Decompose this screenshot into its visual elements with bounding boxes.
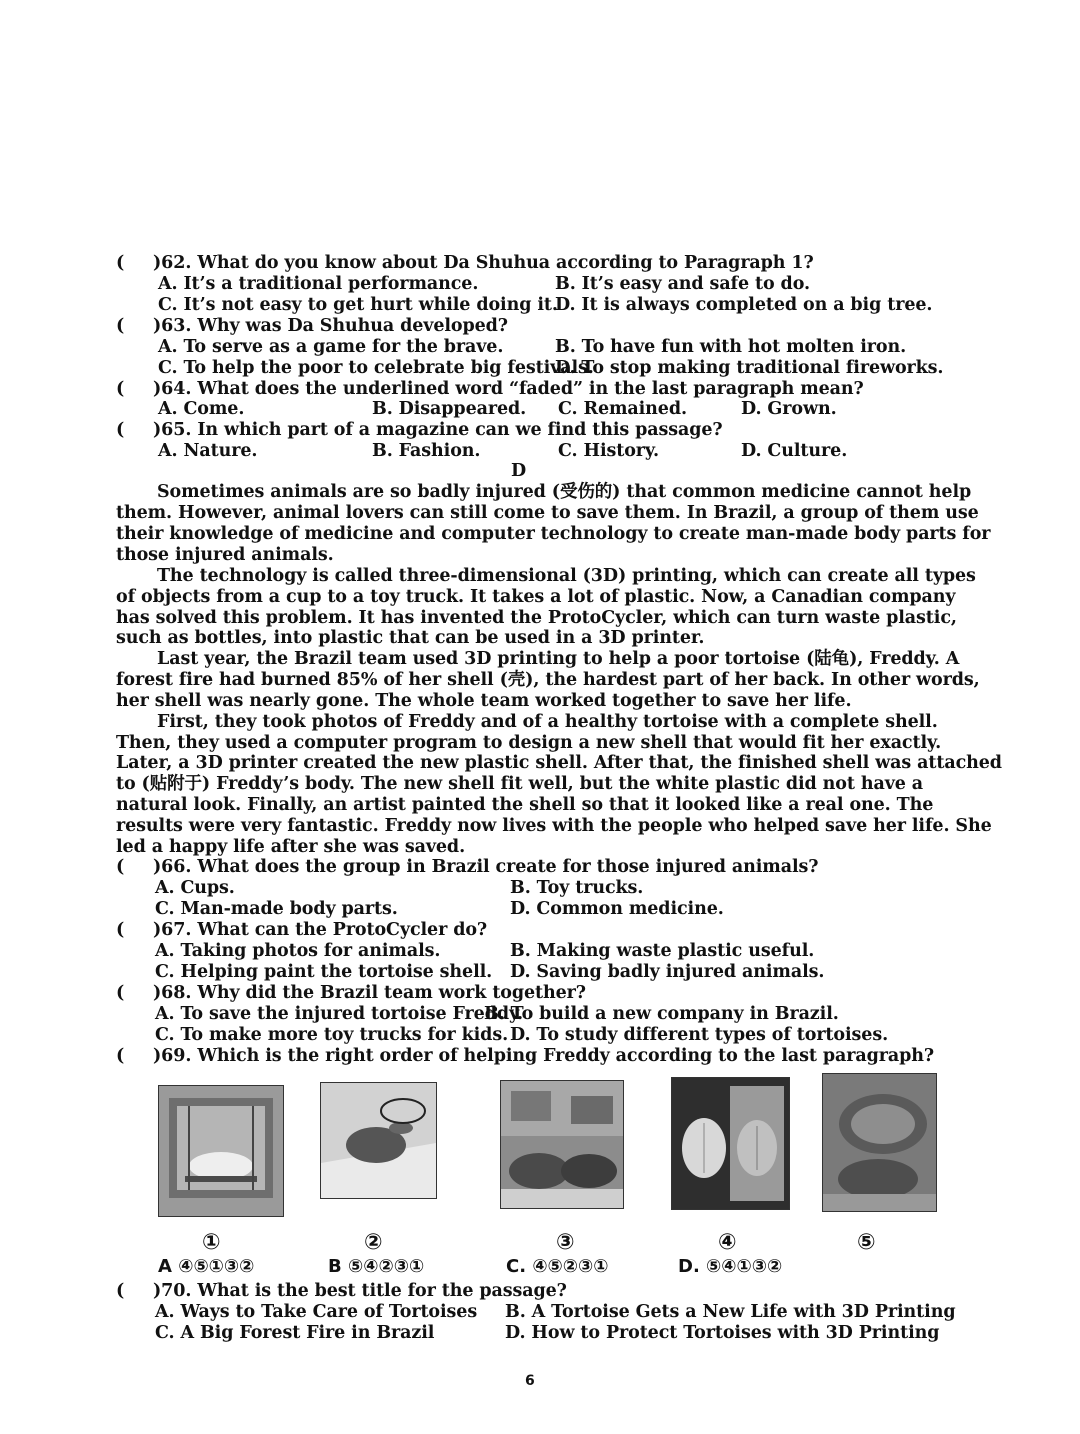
- question-62-option-b: B. It’s easy and safe to do.: [555, 274, 810, 294]
- question-70-option-d: D. How to Protect Tortoises with 3D Printing: [505, 1323, 940, 1343]
- two-tortoises-photo: [500, 1080, 624, 1209]
- question-69-stem: )69. Which is the right order of helping Freddy according to the last paragraph?: [153, 1046, 934, 1066]
- question-70-option-a: A. Ways to Take Care of Tortoises: [155, 1302, 478, 1322]
- passage-line: her shell was nearly gone. The whole team worked together to save her life.: [116, 691, 852, 711]
- tortoise-on-table-photo: [320, 1082, 437, 1199]
- question-66-option-b: B. Toy trucks.: [510, 878, 644, 898]
- passage-line: such as bottles, into plastic that can be used in a 3D printer.: [116, 628, 705, 648]
- question-69-option-d: D. ⑤④①③②: [678, 1256, 783, 1277]
- question-63-option-d: D. To stop making traditional fireworks.: [555, 358, 944, 378]
- two-tortoises-photo-graphic: [501, 1081, 623, 1208]
- question-68-option-d: D. To study different types of tortoises.: [510, 1025, 889, 1045]
- question-64-option-a: A. Come.: [158, 399, 245, 419]
- question-63-option-b: B. To have fun with hot molten iron.: [555, 337, 907, 357]
- passage-line: natural look. Finally, an artist painted the shell so that it looked like a real one. The: [116, 795, 934, 815]
- question-70-option-b: B. A Tortoise Gets a New Life with 3D Printing: [505, 1302, 956, 1322]
- passage-line: Later, a 3D printer created the new plastic shell. After that, the finished shell was attached: [116, 753, 1002, 773]
- question-68-option-b: B. To build a new company in Brazil.: [484, 1004, 839, 1024]
- passage-line: their knowledge of medicine and computer technology to create man-made body parts for: [116, 524, 991, 544]
- picture-label-4: ④: [718, 1230, 737, 1255]
- question-62-option-a: A. It’s a traditional performance.: [158, 274, 479, 294]
- passage-line: Then, they used a computer program to design a new shell that would fit her exactly.: [116, 733, 942, 753]
- answer-bracket-q62: (: [116, 253, 125, 273]
- answer-bracket-q64: (: [116, 379, 125, 399]
- question-68-option-a: A. To save the injured tortoise Freddy.: [155, 1004, 524, 1024]
- section-letter: D: [511, 461, 527, 481]
- passage-line: First, they took photos of Freddy and of a healthy tortoise with a complete shell.: [157, 712, 938, 732]
- passage-line: has solved this problem. It has invented the ProtoCycler, which can turn waste plastic,: [116, 608, 957, 628]
- answer-bracket-q63: (: [116, 316, 125, 336]
- passage-line: those injured animals.: [116, 545, 334, 565]
- question-66-option-c: C. Man-made body parts.: [155, 899, 398, 919]
- passage-line: them. However, animal lovers can still come to save them. In Brazil, a group of them use: [116, 503, 979, 523]
- question-67-option-c: C. Helping paint the tortoise shell.: [155, 962, 493, 982]
- question-63-stem: )63. Why was Da Shuhua developed?: [153, 316, 508, 336]
- question-65-stem: )65. In which part of a magazine can we find this passage?: [153, 420, 723, 440]
- question-64-option-c: C. Remained.: [558, 399, 687, 419]
- burned-tortoise-photo-graphic: [823, 1074, 936, 1211]
- question-67-stem: )67. What can the ProtoCycler do?: [153, 920, 488, 940]
- passage-line: of objects from a cup to a toy truck. It takes a lot of plastic. Now, a Canadian company: [116, 587, 956, 607]
- shell-design-photo-graphic: [672, 1078, 789, 1209]
- question-66-option-d: D. Common medicine.: [510, 899, 724, 919]
- 3d-printer-photo: [158, 1085, 284, 1217]
- question-67-option-b: B. Making waste plastic useful.: [510, 941, 815, 961]
- question-63-option-c: C. To help the poor to celebrate big festivals.: [158, 358, 594, 378]
- picture-label-2: ②: [364, 1230, 383, 1255]
- question-64-option-b: B. Disappeared.: [372, 399, 527, 419]
- question-67-option-d: D. Saving badly injured animals.: [510, 962, 825, 982]
- question-69-option-a: A ④⑤①③②: [158, 1256, 255, 1277]
- question-69-option-b: B ⑤④②③①: [328, 1256, 425, 1277]
- question-63-option-a: A. To serve as a game for the brave.: [158, 337, 504, 357]
- passage-line: The technology is called three-dimensional (3D) printing, which can create all types: [157, 566, 976, 586]
- question-62-stem: )62. What do you know about Da Shuhua according to Paragraph 1?: [153, 253, 814, 273]
- passage-line: Last year, the Brazil team used 3D printing to help a poor tortoise (陆龟), Freddy. A: [157, 649, 960, 669]
- question-69-option-c: C. ④⑤②③①: [506, 1256, 609, 1277]
- question-65-option-b: B. Fashion.: [372, 441, 481, 461]
- picture-label-5: ⑤: [857, 1230, 876, 1255]
- passage-line: to (贴附于) Freddy’s body. The new shell fit well, but the white plastic did not have a: [116, 774, 924, 794]
- question-64-option-d: D. Grown.: [741, 399, 837, 419]
- picture-label-1: ①: [202, 1230, 221, 1255]
- passage-line: forest fire had burned 85% of her shell (壳), the hardest part of her back. In other words,: [116, 670, 980, 690]
- question-65-option-a: A. Nature.: [158, 441, 258, 461]
- question-67-option-a: A. Taking photos for animals.: [155, 941, 441, 961]
- page-number: 6: [525, 1373, 535, 1389]
- passage-line: led a happy life after she was saved.: [116, 837, 466, 857]
- question-70-option-c: C. A Big Forest Fire in Brazil: [155, 1323, 435, 1343]
- question-65-option-c: C. History.: [558, 441, 659, 461]
- question-70-stem: )70. What is the best title for the passage?: [153, 1281, 567, 1301]
- answer-bracket-q67: (: [116, 920, 125, 940]
- question-65-option-d: D. Culture.: [741, 441, 848, 461]
- passage-line: Sometimes animals are so badly injured (受伤的) that common medicine cannot help: [157, 482, 972, 502]
- 3d-printer-photo-graphic: [159, 1086, 283, 1216]
- passage-line: results were very fantastic. Freddy now lives with the people who helped save her life. She: [116, 816, 992, 836]
- picture-label-3: ③: [556, 1230, 575, 1255]
- question-62-option-c: C. It’s not easy to get hurt while doing it.: [158, 295, 558, 315]
- question-66-stem: )66. What does the group in Brazil create for those injured animals?: [153, 857, 819, 877]
- question-68-stem: )68. Why did the Brazil team work together?: [153, 983, 586, 1003]
- tortoise-on-table-photo-graphic: [321, 1083, 436, 1198]
- answer-bracket-q65: (: [116, 420, 125, 440]
- answer-bracket-q69: (: [116, 1046, 125, 1066]
- question-64-stem: )64. What does the underlined word “faded” in the last paragraph mean?: [153, 379, 864, 399]
- burned-tortoise-photo: [822, 1073, 937, 1212]
- question-68-option-c: C. To make more toy trucks for kids.: [155, 1025, 509, 1045]
- question-62-option-d: D. It is always completed on a big tree.: [555, 295, 933, 315]
- question-66-option-a: A. Cups.: [155, 878, 235, 898]
- answer-bracket-q68: (: [116, 983, 125, 1003]
- shell-design-photo: [671, 1077, 790, 1210]
- answer-bracket-q70: (: [116, 1281, 125, 1301]
- answer-bracket-q66: (: [116, 857, 125, 877]
